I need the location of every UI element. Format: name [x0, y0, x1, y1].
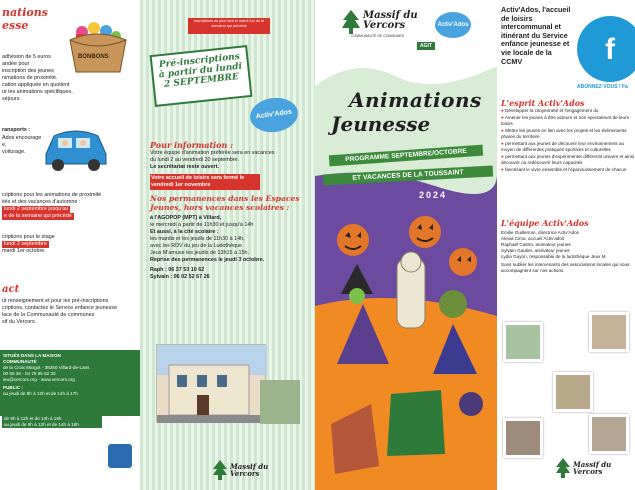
team-photo — [503, 418, 543, 458]
contact-sylvain: Sylvain : 06 02 52 67 26 — [150, 274, 210, 280]
halloween-illustration — [321, 204, 497, 480]
hours-extra: de 9h à 12h et de 14h à 16h au jeudi de 9h à 12h et de 14h à 16h — [2, 416, 102, 428]
top-notice: Inscriptions en plus tard le mardi 1er du le semaine qui précède — [188, 18, 270, 34]
inscription-text-2: criptions pour le stage lundi 2 septembre mardi 1er octobre. — [2, 234, 55, 254]
contact-raph: Raph : 06 37 53 10 62 — [150, 267, 205, 273]
activ-ados-logo-cover: Activ'Ados — [435, 12, 471, 38]
equipe-title: L'équipe Activ'Ados — [501, 218, 589, 228]
program-banner-1: PROGRAMME SEPTEMBRE/OCTOBRE — [329, 145, 483, 167]
transport-text: Ados encourage e, voiturage. — [2, 135, 42, 155]
contact-text: ut renseignement et pour les pré-inscriptions criptions, contactez le Service enfance jeunesse lace de la Communauté de communes sif du Vercors. — [2, 298, 118, 325]
esprit-item: ● permettant aux jeunes d'expérimenter différents univers et ainsi découvrir ou redécouvrir leurs capacités — [501, 154, 635, 165]
tree-logo-icon — [341, 10, 361, 34]
esprit-item: ● Mettre les jeunes en lien avec les projets et les événements phares du territoire — [501, 128, 627, 139]
esprit-item: ● Amener les jeunes à être acteurs et non spectateurs de leurs loisirs — [501, 115, 629, 126]
heading-top-2: esse — [2, 19, 29, 32]
esprit-item: ● permettant aux jeunes de découvrir leur environnement au moyen de différentes pratiques sportives et culturelles — [501, 141, 625, 152]
bonbons-label: BONBONS — [78, 54, 109, 60]
tree-logo-icon — [555, 458, 571, 478]
preinscription-sign: Pré-inscriptions à partir du lundi 2 SEPTEMBRE — [150, 45, 253, 107]
building-photo — [156, 344, 266, 422]
inscription-text-1: criptions pour les animations de proximité ités et des vacances d'automne : lundi 2 septembre jusqu'au e de la semaine qui précède — [2, 192, 102, 219]
caf-logo-icon — [108, 444, 132, 468]
info-title: Pour information : — [150, 140, 234, 150]
intro-text: adhésion de 5 euros andée pour inscription des jeunes nimations de proximité. cation appliquée en quotient ur les animations spécifiques, séjours. — [2, 54, 73, 102]
info-text: Votre équipe d'animation préférée sera en vacances du lundi 2 au vendredi 20 septembre. Le secrétariat reste ouvert. — [150, 150, 275, 170]
car-illustration — [40, 122, 112, 174]
transport-title: ransports : — [2, 127, 31, 133]
heading-top: nations — [2, 6, 48, 19]
panel-info — [140, 0, 315, 490]
team-photo — [589, 414, 629, 454]
cover-title-1: Animations — [349, 88, 482, 112]
brand-name-footer: Massif du Vercors — [573, 460, 612, 476]
esprit-title: L'esprit Activ'Ados — [501, 98, 585, 108]
contact-title: act — [2, 284, 20, 295]
activ-ados-logo: Activ'Ados — [248, 95, 300, 135]
team-photo — [589, 312, 629, 352]
esprit-item: ● Développer la citoyenneté et l'engagement du — [501, 108, 599, 113]
candy-basket-illustration — [62, 18, 132, 78]
closure-notice: Votre accueil de loisirs sera fermé le vendredi 1er novembre — [150, 174, 260, 190]
agit-label: AGIT — [417, 42, 435, 50]
facebook-icon[interactable]: f — [605, 33, 615, 66]
permanences-text: à l'AGOPOP (MPT) à Villard, le mercredi à partir de 11h30 et jusqu'à 14h Et aussi, à la cité scolaire : les mardis et les jeudis de 11h30 à 14h, avec les RDV du jeu de la Ludothèque Jeux M'amuse les jeudis de 13h15 à 15h. Reprise des permanences le jeudi 3 octobre. — [150, 215, 265, 263]
permanences-title: Nos permanences dans les Espaces Jeunes, hors vacances scolaires : — [150, 194, 300, 212]
team-photo — [553, 372, 593, 412]
esprit-list — [501, 108, 635, 174]
panel-cover — [315, 0, 497, 490]
equipe-list: Emilie Guillermin, directrice Activ'Ados Alexia Cima, accueil Activ'ados Raphaël Castro, animateur jeunes Sylvain Gautier, animateur jeunes Lydia Guyon, responsable de la ludothèque Jeux M Sans oublier les intervenants des associations locales qui nous accompagnent sur nos actions. — [501, 230, 630, 273]
address-box: SITUÉS DANS LA MAISON COMMUNAUTÉ de la Croix Margot - 38250 Villard-de-Lans 00 56 36 - 04 76 95 62 33 ieu@vercors.org - www.vercors.org PUBLIC : au jeudi de 9h à 12h et de 14h à 17h — [0, 350, 140, 416]
panel-back-left — [0, 0, 140, 490]
year-label: 2024 — [419, 190, 448, 200]
brand-name: Massif du Vercors — [363, 10, 418, 31]
program-banner-2: ET VACANCES DE LA TOUSSAINT — [323, 166, 493, 186]
facebook-label: ABONNEZ-VOUS ! Fa — [577, 84, 628, 90]
team-photo — [503, 322, 543, 362]
tree-logo-icon — [212, 460, 228, 480]
panel-right — [497, 0, 635, 490]
brand-sub: COMMUNAUTÉ DE COMMUNES — [351, 34, 405, 38]
brand-name-footer: Massif du Vercors — [230, 462, 269, 478]
scenery-photo — [260, 380, 300, 424]
intro-text: Activ'Ados, l'accueil de loisirs intercommunal et itinérant du Service enfance jeunesse et vie locale de la CCMV — [501, 5, 571, 66]
esprit-item: ● favorisant le vivre ensemble et l'épanouissement de chacun — [501, 167, 627, 172]
cover-title-2: Jeunesse — [331, 112, 431, 136]
